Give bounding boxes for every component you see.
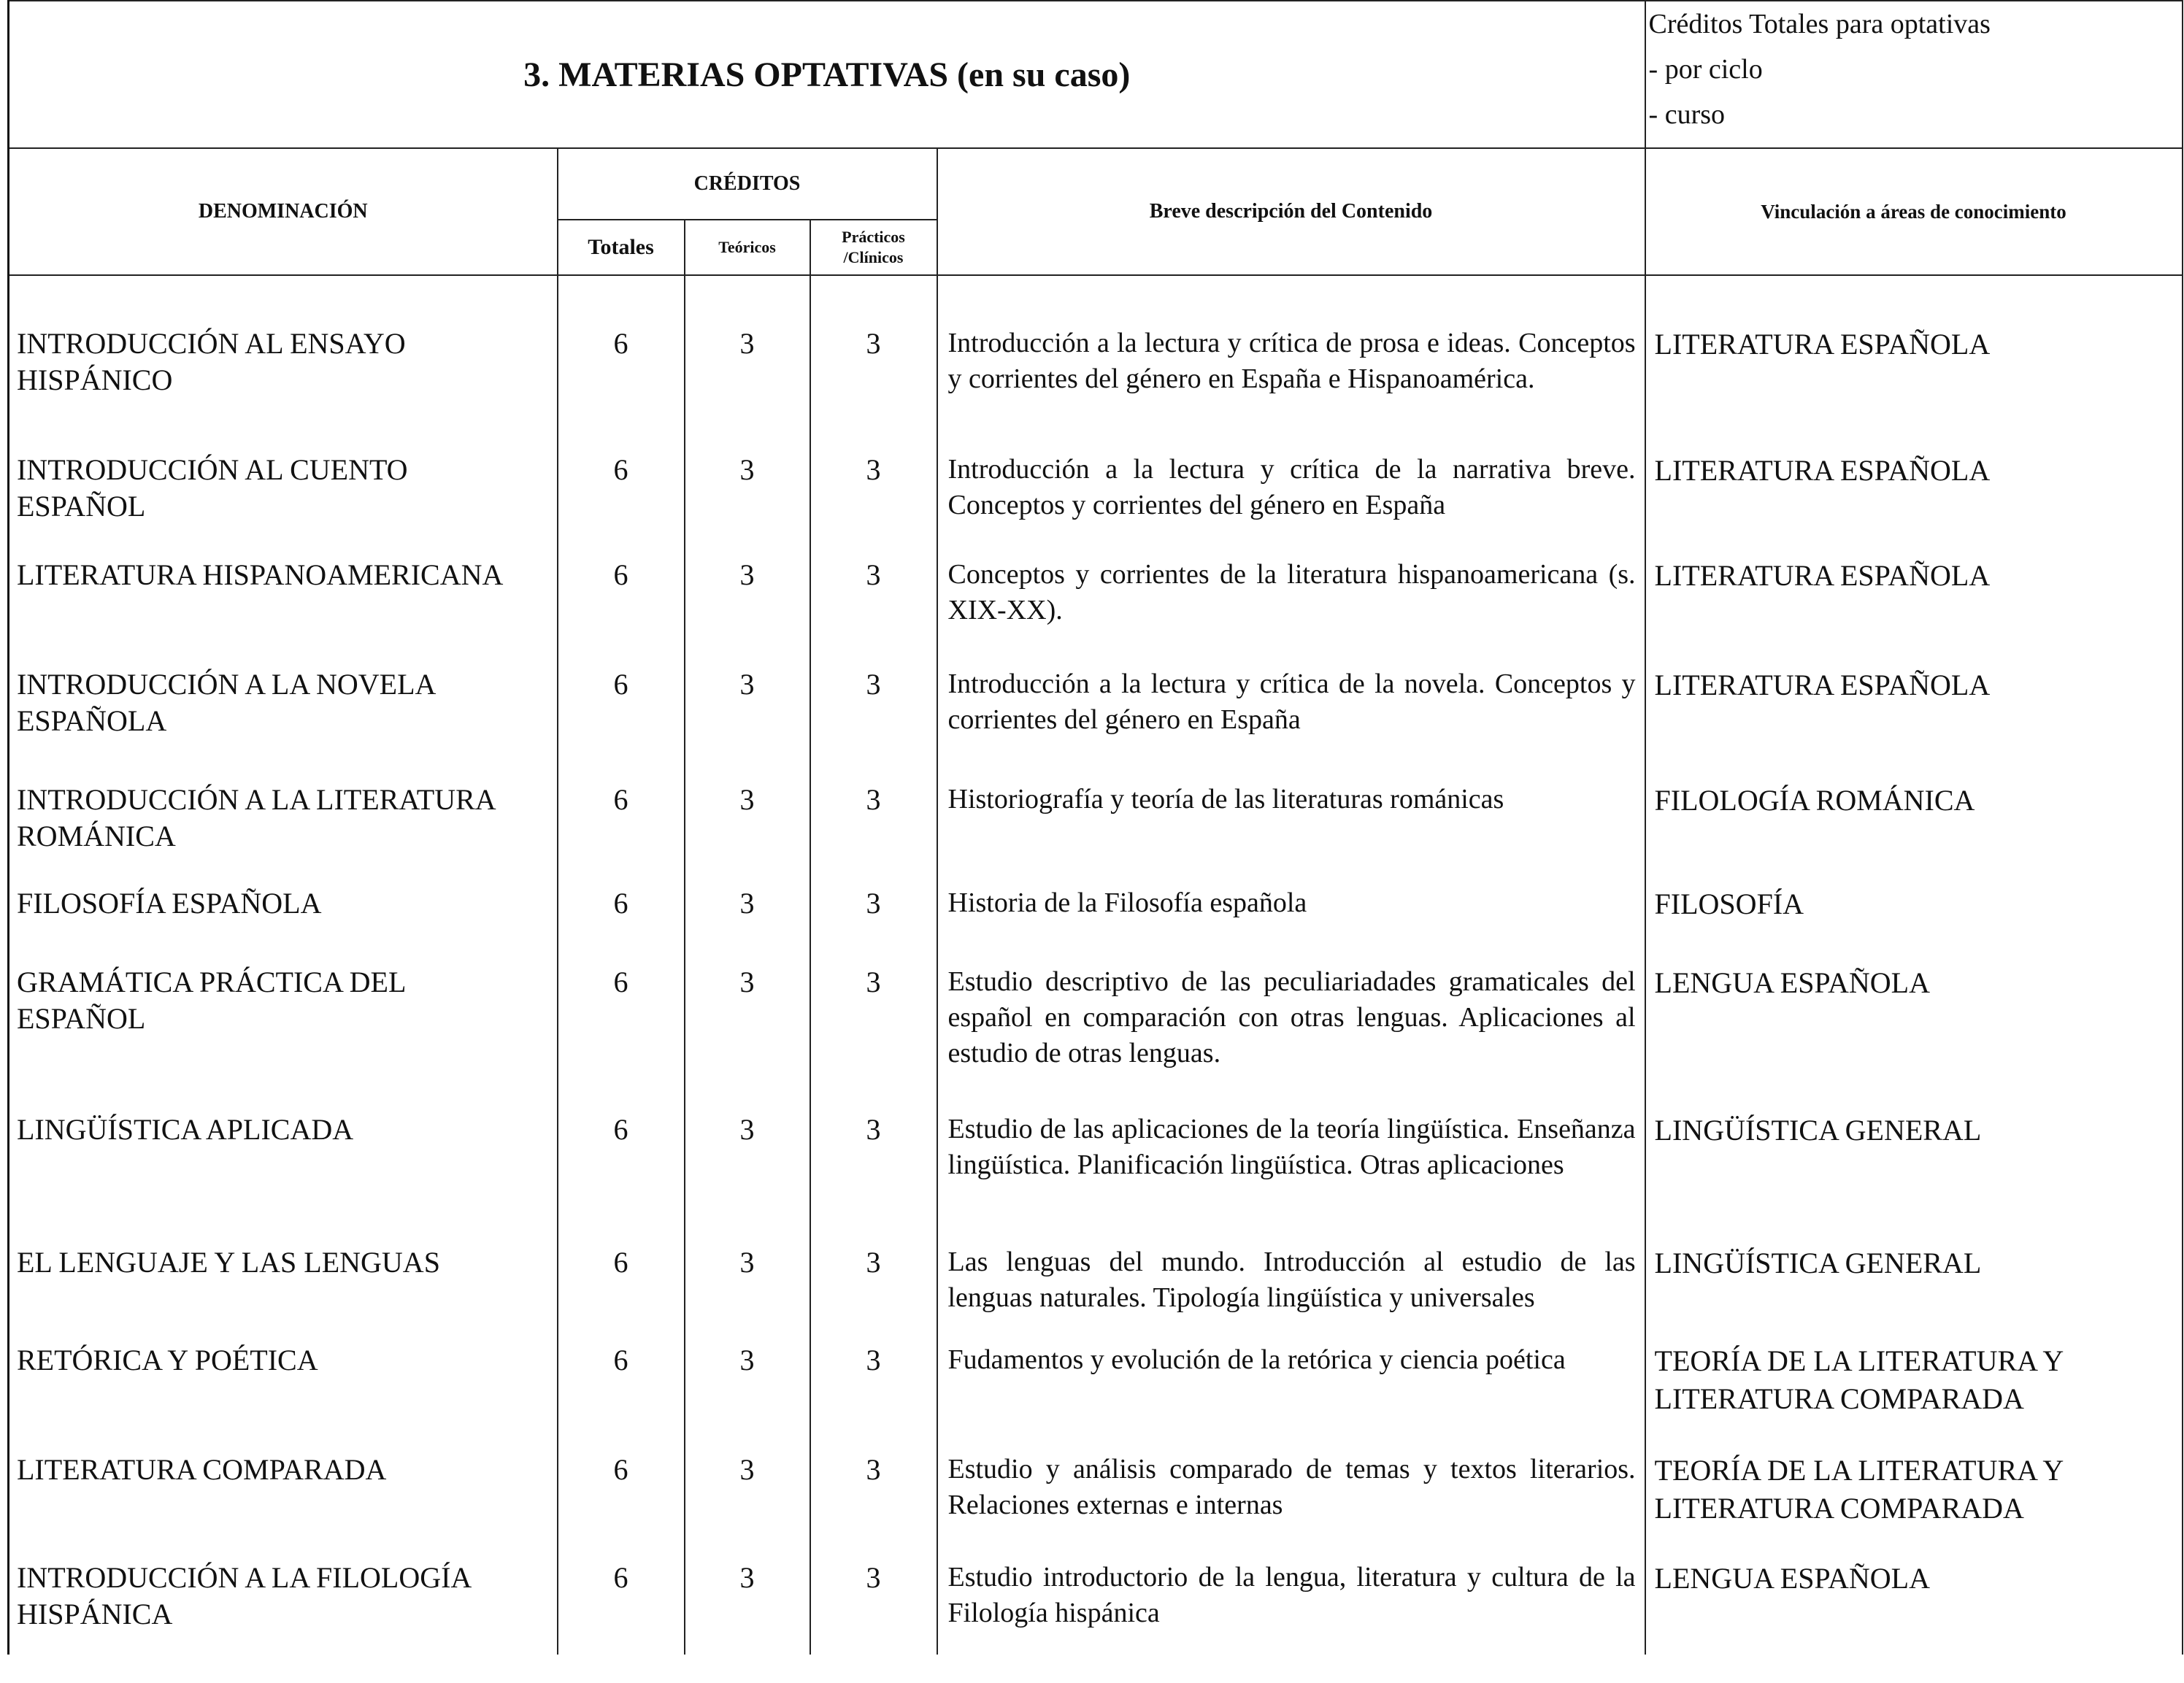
table-row <box>9 1095 2183 1227</box>
course-name <box>9 275 558 421</box>
credits-teoricos: 3 <box>685 947 810 1095</box>
table-row <box>9 275 2183 421</box>
knowledge-area-line1: LITERATURA ESPAÑOLA <box>1654 559 1991 592</box>
credits-teoricos: 3 <box>685 421 810 541</box>
course-name <box>9 650 558 767</box>
course-description: Estudio de las aplicaciones de la teoría lingüística. Enseñanza lingüística. Planificación lingüística. Otras aplicaciones <box>937 1095 1645 1227</box>
optativas-table <box>7 0 2183 1655</box>
course-name <box>9 947 558 1095</box>
knowledge-area <box>1645 421 2183 541</box>
knowledge-area-line1: LITERATURA ESPAÑOLA <box>1654 669 1991 701</box>
credits-totales: 6 <box>558 1555 685 1655</box>
knowledge-area-line1: TEORÍA DE LA LITERATURA Y <box>1654 1454 2064 1487</box>
credits-teoricos: 3 <box>685 650 810 767</box>
totals-box <box>1645 1 2183 148</box>
knowledge-area <box>1645 1555 2183 1655</box>
header-denominacion: DENOMINACIÓN <box>9 148 558 275</box>
header-practicos-line1: Prácticos <box>842 228 905 246</box>
table-row <box>9 650 2183 767</box>
table-row <box>9 947 2183 1095</box>
credits-totales: 6 <box>558 421 685 541</box>
credits-teoricos: 3 <box>685 1336 810 1447</box>
knowledge-area-line1: LINGÜÍSTICA GENERAL <box>1654 1247 1982 1279</box>
header-teoricos: Teóricos <box>685 220 810 275</box>
course-description: Introducción a la lectura y crítica de la novela. Conceptos y corrientes del género en España <box>937 650 1645 767</box>
course-description: Historia de la Filosofía española <box>937 875 1645 947</box>
table-row <box>9 875 2183 947</box>
course-name-line1: LITERATURA HISPANOAMERICANA <box>17 558 504 591</box>
course-description: Estudio descriptivo de las peculiariadades gramaticales del español en comparación con otras lenguas. Aplicaciones al estudio de otras lenguas. <box>937 947 1645 1095</box>
credits-practicos: 3 <box>810 650 937 767</box>
knowledge-area <box>1645 275 2183 421</box>
course-name-line2: HISPÁNICO <box>17 363 173 396</box>
course-name <box>9 767 558 875</box>
credits-teoricos: 3 <box>685 1227 810 1336</box>
credits-totales: 6 <box>558 767 685 875</box>
table-row <box>9 1555 2183 1655</box>
course-name <box>9 1447 558 1555</box>
knowledge-area <box>1645 650 2183 767</box>
course-name-line1: LITERATURA COMPARADA <box>17 1453 387 1486</box>
credits-practicos: 3 <box>810 1095 937 1227</box>
course-name <box>9 541 558 650</box>
course-name-line2: ROMÁNICA <box>17 820 176 852</box>
knowledge-area-line1: FILOLOGÍA ROMÁNICA <box>1654 784 1975 817</box>
course-description: Las lenguas del mundo. Introducción al estudio de las lenguas naturales. Tipología lingüística y universales <box>937 1227 1645 1336</box>
credits-teoricos: 3 <box>685 1095 810 1227</box>
header-creditos: CRÉDITOS <box>558 148 937 220</box>
credits-practicos: 3 <box>810 421 937 541</box>
course-name-line1: RETÓRICA Y POÉTICA <box>17 1344 318 1376</box>
course-rows <box>9 275 2183 1655</box>
course-description: Fudamentos y evolución de la retórica y ciencia poética <box>937 1336 1645 1447</box>
table-row <box>9 421 2183 541</box>
credits-totales: 6 <box>558 275 685 421</box>
course-description: Introducción a la lectura y crítica de prosa e ideas. Conceptos y corrientes del género en España e Hispanoamérica. <box>937 275 1645 421</box>
knowledge-area-line1: TEORÍA DE LA LITERATURA Y <box>1654 1344 2064 1377</box>
credits-totales: 6 <box>558 541 685 650</box>
course-name-line2: ESPAÑOL <box>17 1002 146 1035</box>
knowledge-area-line1: LINGÜÍSTICA GENERAL <box>1654 1114 1982 1147</box>
credits-practicos: 3 <box>810 1336 937 1447</box>
course-name-line2: ESPAÑOL <box>17 490 146 523</box>
course-name-line1: EL LENGUAJE Y LAS LENGUAS <box>17 1246 440 1279</box>
header-practicos-line2: /Clínicos <box>843 248 904 266</box>
credits-teoricos: 3 <box>685 275 810 421</box>
credits-totales: 6 <box>558 1336 685 1447</box>
course-name-line1: INTRODUCCIÓN A LA LITERATURA <box>17 783 496 816</box>
credits-practicos: 3 <box>810 947 937 1095</box>
totals-box-curso: - curso <box>1648 99 1726 130</box>
knowledge-area <box>1645 1227 2183 1336</box>
course-name-line1: INTRODUCCIÓN A LA NOVELA <box>17 668 437 701</box>
table-row <box>9 1336 2183 1447</box>
credits-teoricos: 3 <box>685 541 810 650</box>
table-row <box>9 1227 2183 1336</box>
course-name <box>9 421 558 541</box>
document-page <box>7 0 2181 1683</box>
section-title: 3. MATERIAS OPTATIVAS (en su caso) <box>9 1 1645 148</box>
credits-totales: 6 <box>558 1447 685 1555</box>
table-row <box>9 767 2183 875</box>
course-name-line1: FILOSOFÍA ESPAÑOLA <box>17 887 322 920</box>
credits-teoricos: 3 <box>685 767 810 875</box>
course-name-line1: INTRODUCCIÓN AL ENSAYO <box>17 327 406 360</box>
table-row <box>9 1447 2183 1555</box>
course-name <box>9 875 558 947</box>
credits-teoricos: 3 <box>685 1447 810 1555</box>
knowledge-area-line1: LITERATURA ESPAÑOLA <box>1654 454 1991 487</box>
knowledge-area <box>1645 1336 2183 1447</box>
knowledge-area-line2: LITERATURA COMPARADA <box>1654 1382 2024 1415</box>
course-name-line1: INTRODUCCIÓN AL CUENTO <box>17 453 408 486</box>
header-descripcion: Breve descripción del Contenido <box>937 148 1645 275</box>
credits-practicos: 3 <box>810 1227 937 1336</box>
knowledge-area-line1: LENGUA ESPAÑOLA <box>1654 1562 1930 1595</box>
credits-practicos: 3 <box>810 275 937 421</box>
course-description: Estudio y análisis comparado de temas y textos literarios. Relaciones externas e internas <box>937 1447 1645 1555</box>
course-name <box>9 1095 558 1227</box>
course-name <box>9 1227 558 1336</box>
credits-practicos: 3 <box>810 767 937 875</box>
course-name <box>9 1555 558 1655</box>
totals-box-por-ciclo: - por ciclo <box>1648 54 1763 85</box>
knowledge-area <box>1645 1095 2183 1227</box>
credits-totales: 6 <box>558 875 685 947</box>
credits-practicos: 3 <box>810 875 937 947</box>
knowledge-area-line1: FILOSOFÍA <box>1654 887 1804 920</box>
credits-teoricos: 3 <box>685 1555 810 1655</box>
course-description: Introducción a la lectura y crítica de la narrativa breve. Conceptos y corrientes del género en España <box>937 421 1645 541</box>
table-row <box>9 541 2183 650</box>
header-vinculacion: Vinculación a áreas de conocimiento <box>1645 148 2183 275</box>
totals-box-heading: Créditos Totales para optativas <box>1648 9 1991 39</box>
course-name-line2: HISPÁNICA <box>17 1598 173 1630</box>
knowledge-area-line1: LITERATURA ESPAÑOLA <box>1654 328 1991 361</box>
course-name-line1: INTRODUCCIÓN A LA FILOLOGÍA <box>17 1561 472 1594</box>
credits-totales: 6 <box>558 650 685 767</box>
course-description: Historiografía y teoría de las literaturas románicas <box>937 767 1645 875</box>
knowledge-area <box>1645 947 2183 1095</box>
knowledge-area-line2: LITERATURA COMPARADA <box>1654 1492 2024 1525</box>
credits-practicos: 3 <box>810 541 937 650</box>
credits-totales: 6 <box>558 947 685 1095</box>
knowledge-area <box>1645 1447 2183 1555</box>
knowledge-area <box>1645 541 2183 650</box>
course-description: Estudio introductorio de la lengua, literatura y cultura de la Filología hispánica <box>937 1555 1645 1655</box>
course-name <box>9 1336 558 1447</box>
course-description: Conceptos y corrientes de la literatura hispanoamericana (s. XIX-XX). <box>937 541 1645 650</box>
course-name-line1: LINGÜÍSTICA APLICADA <box>17 1113 354 1146</box>
header-totales: Totales <box>558 220 685 275</box>
course-name-line2: ESPAÑOLA <box>17 704 167 737</box>
credits-teoricos: 3 <box>685 875 810 947</box>
course-name-line1: GRAMÁTICA PRÁCTICA DEL <box>17 966 407 998</box>
knowledge-area <box>1645 875 2183 947</box>
header-practicos <box>810 220 937 275</box>
credits-totales: 6 <box>558 1095 685 1227</box>
credits-practicos: 3 <box>810 1447 937 1555</box>
credits-totales: 6 <box>558 1227 685 1336</box>
credits-practicos: 3 <box>810 1555 937 1655</box>
knowledge-area <box>1645 767 2183 875</box>
knowledge-area-line1: LENGUA ESPAÑOLA <box>1654 966 1930 999</box>
